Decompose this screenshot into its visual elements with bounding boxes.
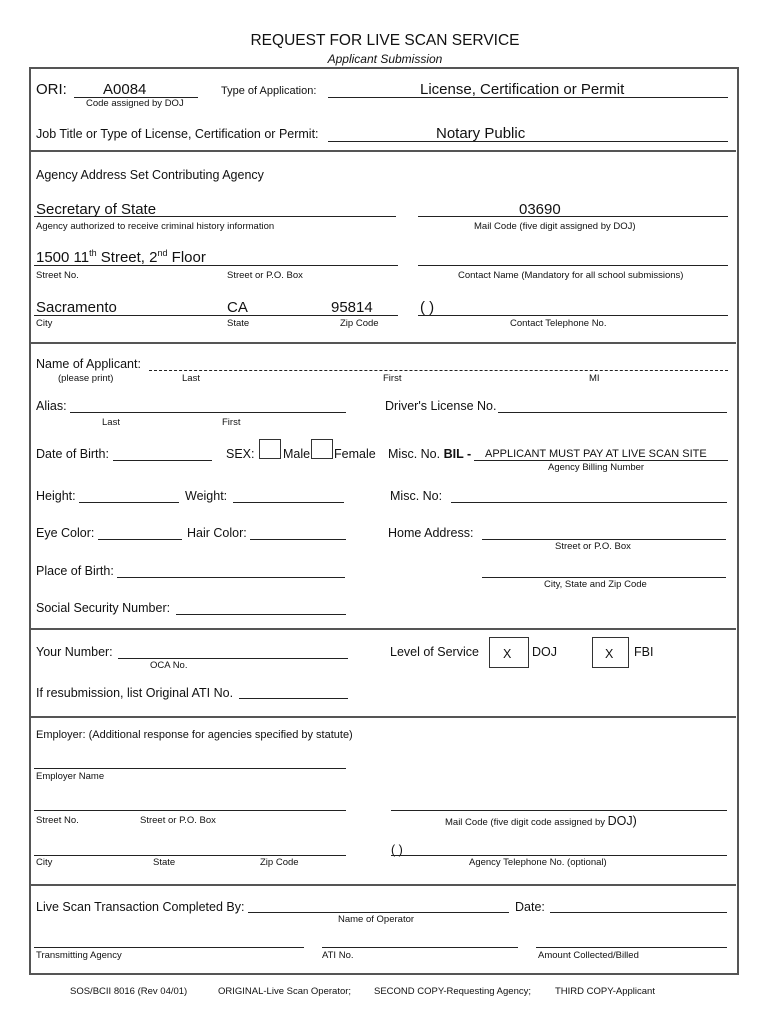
home-address-label: Home Address: [388,526,474,540]
amount-caption: Amount Collected/Billed [538,950,639,961]
agency-state: CA [227,299,248,316]
please-print-caption: (please print) [58,373,114,384]
your-number-field[interactable] [118,658,348,659]
agency-mail-code: 03690 [519,201,561,218]
height-field[interactable] [79,502,179,503]
sex-label: SEX: [226,447,255,461]
bil-field[interactable] [474,460,728,461]
section-divider [30,342,736,344]
employer-name-caption: Employer Name [36,771,105,782]
employer-zip-caption: Zip Code [260,857,299,868]
eye-color-label: Eye Color: [36,526,95,540]
hair-color-label: Hair Color: [187,526,247,540]
contact-phone-field[interactable] [418,315,728,316]
agency-street-field[interactable] [34,265,398,266]
job-title-field[interactable] [328,141,728,142]
agency-city: Sacramento [36,299,117,316]
ssn-field[interactable] [176,614,346,615]
first-caption: First [383,373,402,384]
bil-caption: Agency Billing Number [548,462,645,473]
employer-name-field[interactable] [34,768,346,769]
contact-phone-caption: Contact Telephone No. [510,318,607,329]
date-label: Date: [515,900,545,914]
alias-label: Alias: [36,399,67,413]
section-divider [30,884,736,886]
employer-street-caption: Street or P.O. Box [140,815,216,826]
misc-field[interactable] [451,502,727,503]
employer-phone: ( ) [391,843,403,857]
completed-by-label: Live Scan Transaction Completed By: [36,900,245,914]
home-street-field[interactable] [482,539,726,540]
bil-value: APPLICANT MUST PAY AT LIVE SCAN SITE [485,448,707,460]
alias-first-caption: First [222,417,241,428]
agency-city-field[interactable] [34,315,398,316]
last-caption: Last [182,373,200,384]
section-divider [30,628,736,630]
your-number-label: Your Number: [36,645,113,659]
fbi-label: FBI [634,645,654,659]
applicant-name-label: Name of Applicant: [36,357,141,371]
fbi-mark: X [605,647,614,661]
date-field[interactable] [550,912,727,913]
agency-mail-code-field[interactable] [418,216,728,217]
job-title-value: Notary Public [436,125,526,142]
transmitting-agency-field[interactable] [34,947,304,948]
home-city-caption: City, State and Zip Code [544,579,647,590]
completed-by-field[interactable] [248,912,509,913]
drivers-license-field[interactable] [498,412,727,413]
agency-name-field[interactable] [34,216,396,217]
dob-field[interactable] [113,460,212,461]
eye-color-field[interactable] [98,539,182,540]
ori-caption: Code assigned by DOJ [86,98,184,109]
contact-phone: ( ) [420,299,435,316]
agency-zip: 95814 [331,299,373,316]
agency-name: Secretary of State [36,201,157,218]
ssn-label: Social Security Number: [36,601,171,615]
resubmission-label: If resubmission, list Original ATI No. [36,686,234,700]
zip-caption: Zip Code [340,318,379,329]
ori-value: A0084 [103,81,147,98]
contact-name-caption: Contact Name (Mandatory for all school submissions) [458,270,684,281]
weight-field[interactable] [233,502,344,503]
page-subtitle: Applicant Submission [327,52,443,66]
ati-field[interactable] [322,947,518,948]
place-of-birth-field[interactable] [117,577,345,578]
home-street-caption: Street or P.O. Box [555,541,631,552]
city-caption: City [36,318,53,329]
agency-heading: Agency Address Set Contributing Agency [36,168,264,182]
employer-street-no-caption: Street No. [36,815,79,826]
employer-phone-caption: Agency Telephone No. (optional) [469,857,607,868]
height-label: Height: [36,489,76,503]
footer-third: THIRD COPY-Applicant [555,986,655,997]
doj-label: DOJ [532,645,557,659]
male-checkbox[interactable] [259,439,281,459]
agency-mail-code-caption: Mail Code (five digit assigned by DOJ) [474,221,636,232]
ori-label: ORI: [36,81,67,98]
employer-mail-code-field[interactable] [391,810,727,811]
level-of-service-label: Level of Service [390,645,479,659]
footer-form-no: SOS/BCII 8016 (Rev 04/01) [70,986,188,997]
misc-label: Misc. No: [390,489,443,503]
street-no-caption: Street No. [36,270,79,281]
state-caption: State [227,318,250,329]
place-of-birth-label: Place of Birth: [36,564,114,578]
female-label: Female [334,447,376,461]
misc-bil-label: Misc. No. BIL - [388,447,472,461]
employer-state-caption: State [153,857,176,868]
dob-label: Date of Birth: [36,447,109,461]
resubmission-field[interactable] [239,698,348,699]
application-type-label: Type of Application: [221,85,317,97]
contact-name-field[interactable] [418,265,728,266]
operator-caption: Name of Operator [338,914,415,925]
ati-caption: ATI No. [322,950,354,961]
agency-name-caption: Agency authorized to receive criminal history information [36,221,275,232]
street-caption: Street or P.O. Box [227,270,303,281]
weight-label: Weight: [185,489,228,503]
male-label: Male [283,447,311,461]
employer-city-caption: City [36,857,53,868]
employer-heading: Employer: (Additional response for agencies specified by statute) [36,729,353,741]
drivers-license-label: Driver's License No. [385,399,497,413]
hair-color-field[interactable] [250,539,346,540]
oca-caption: OCA No. [150,660,188,671]
employer-phone-field[interactable] [391,855,727,856]
alias-last-caption: Last [102,417,120,428]
job-title-label: Job Title or Type of License, Certification or Permit: [36,127,319,141]
employer-mail-code-caption: Mail Code (five digit code assigned by DOJ) [445,814,637,828]
application-type-value: License, Certification or Permit [420,81,625,98]
page-title: REQUEST FOR LIVE SCAN SERVICE [250,32,520,49]
doj-mark: X [503,647,512,661]
agency-street: 1500 11th Street, 2nd Floor [36,248,206,266]
transmitting-agency-caption: Transmitting Agency [36,950,122,961]
alias-field[interactable] [70,412,346,413]
applicant-name-field[interactable] [149,370,728,371]
section-divider [30,716,736,718]
home-city-field[interactable] [482,577,726,578]
section-divider [30,150,736,152]
mi-caption: MI [589,373,600,384]
footer-second: SECOND COPY-Requesting Agency; [374,986,532,997]
employer-city-field[interactable] [34,855,346,856]
employer-street-field[interactable] [34,810,346,811]
amount-field[interactable] [536,947,727,948]
footer-original: ORIGINAL-Live Scan Operator; [218,986,352,997]
female-checkbox[interactable] [311,439,333,459]
